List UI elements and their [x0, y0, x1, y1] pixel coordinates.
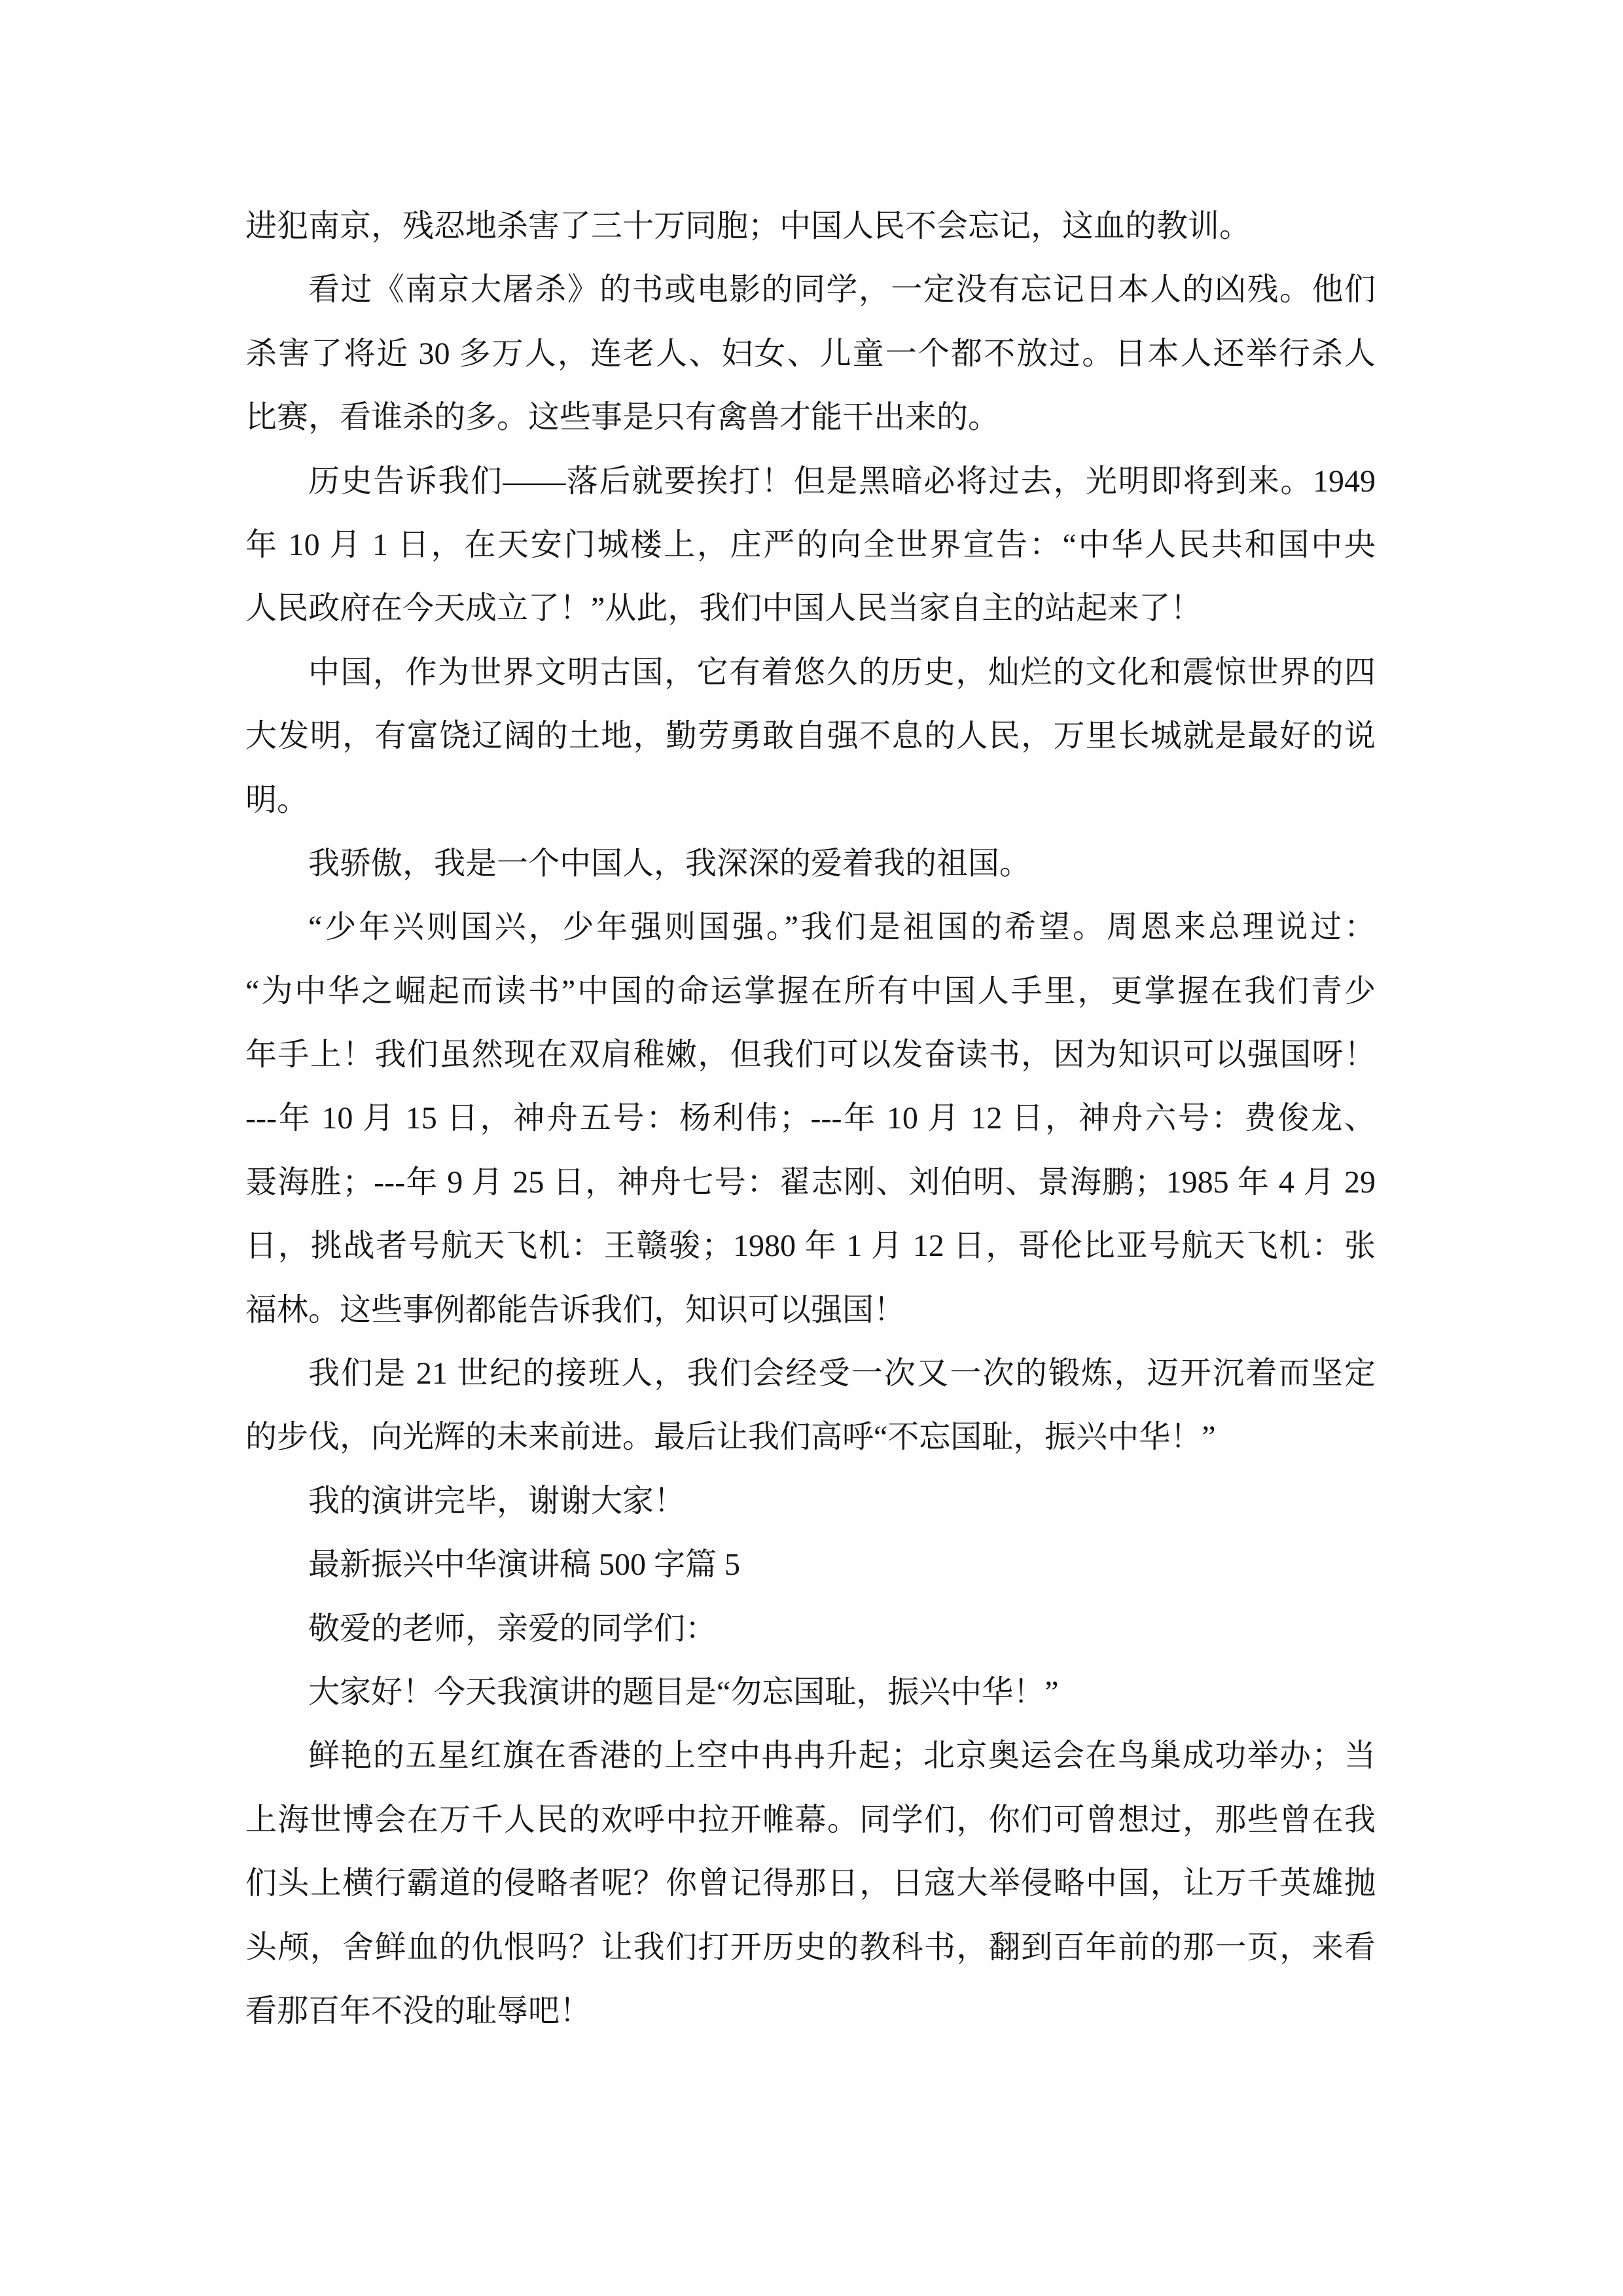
text-line: 敬爱的老师，亲爱的同学们： [308, 1611, 717, 1646]
text-line: 年手上！我们虽然现在双肩稚嫩，但我们可以发奋读书，因为知识可以强国呀！ [245, 1037, 1376, 1073]
salutation [245, 1597, 1376, 1660]
text-line: 鲜艳的五星红旗在香港的上空中冉冉升起；北京奥运会在鸟巢成功举办；当 [308, 1738, 1376, 1774]
text-line: 杀害了将近 30 多万人，连老人、妇女、儿童一个都不放过。日本人还举行杀人 [245, 336, 1376, 371]
text-line: 上海世博会在万千人民的欢呼中拉开帷幕。同学们，你们可曾想过，那些曾在我 [245, 1802, 1376, 1837]
text-line: 历史告诉我们——落后就要挨打！但是黑暗必将过去，光明即将到来。1949 [308, 463, 1376, 499]
text-line: 最新振兴中华演讲稿 500 字篇 5 [308, 1547, 741, 1583]
section-heading [245, 1533, 1376, 1596]
text-line: 大发明，有富饶辽阔的土地，勤劳勇敢自强不息的人民，万里长城就是最好的说 [245, 719, 1376, 754]
text-line: 明。 [245, 782, 309, 817]
text-line: 头颅，舍鲜血的仇恨吗？让我们打开历史的教科书，翻到百年前的那一页，来看 [245, 1929, 1376, 1965]
text-line: “少年兴则国兴，少年强则国强。”我们是祖国的希望。周恩来总理说过： [308, 910, 1376, 945]
text-line: 大家好！今天我演讲的题目是“勿忘国耻，振兴中华！” [308, 1674, 1059, 1710]
paragraph [245, 832, 1376, 895]
paragraph [245, 895, 1376, 1342]
paragraph-continued [245, 194, 1376, 258]
text-line: “为中华之崛起而读书”中国的命运掌握在所有中国人手里，更掌握在我们青少 [245, 973, 1376, 1009]
paragraph [245, 1724, 1376, 2043]
text-line: 年 10 月 1 日，在天安门城楼上，庄严的向全世界宣告：“中华人民共和国中央 [245, 527, 1376, 562]
text-line: 日，挑战者号航天飞机：王赣骏；1980 年 1 月 12 日，哥伦比亚号航天飞机：张 [245, 1229, 1376, 1264]
paragraph [245, 258, 1376, 449]
text-line: 我的演讲完毕，谢谢大家！ [308, 1483, 686, 1518]
body-text [245, 194, 1376, 2043]
text-line: 聂海胜；---年 9 月 25 日，神舟七号：翟志刚、刘伯明、景海鹏；1985 年 4 月 29 [245, 1164, 1376, 1200]
text-line: 人民政府在今天成立了！”从此，我们中国人民当家自主的站起来了！ [245, 591, 1202, 626]
text-line: 我骄傲，我是一个中国人，我深深的爱着我的祖国。 [308, 846, 1031, 881]
paragraph [245, 641, 1376, 832]
text-line: 看过《南京大屠杀》的书或电影的同学，一定没有忘记日本人的凶残。他们 [308, 272, 1376, 308]
text-line: 中国，作为世界文明古国，它有着悠久的历史，灿烂的文化和震惊世界的四 [308, 655, 1376, 690]
text-line: 的步伐，向光辉的未来前进。最后让我们高呼“不忘国耻，振兴中华！” [245, 1420, 1216, 1455]
paragraph [245, 1660, 1376, 1724]
paragraph [245, 450, 1376, 641]
paragraph-closing [245, 1469, 1376, 1533]
text-line: 们头上横行霸道的侵略者呢？你曾记得那日，日寇大举侵略中国，让万千英雄抛 [245, 1866, 1376, 1901]
paragraph [245, 1342, 1376, 1469]
text-line: 福林。这些事例都能告诉我们，知识可以强国！ [245, 1292, 906, 1327]
text-line: 比赛，看谁杀的多。这些事是只有禽兽才能干出来的。 [245, 400, 1000, 435]
text-line: 看那百年不没的耻辱吧！ [245, 1993, 592, 2028]
text-line: 进犯南京，残忍地杀害了三十万同胞；中国人民不会忘记，这血的教训。 [245, 209, 1251, 243]
text-line: ---年 10 月 15 日，神舟五号：杨利伟；---年 10 月 12 日，神舟六号：费俊龙、 [245, 1101, 1376, 1136]
text-line: 我们是 21 世纪的接班人，我们会经受一次又一次的锻炼，迈开沉着而坚定 [308, 1356, 1376, 1391]
